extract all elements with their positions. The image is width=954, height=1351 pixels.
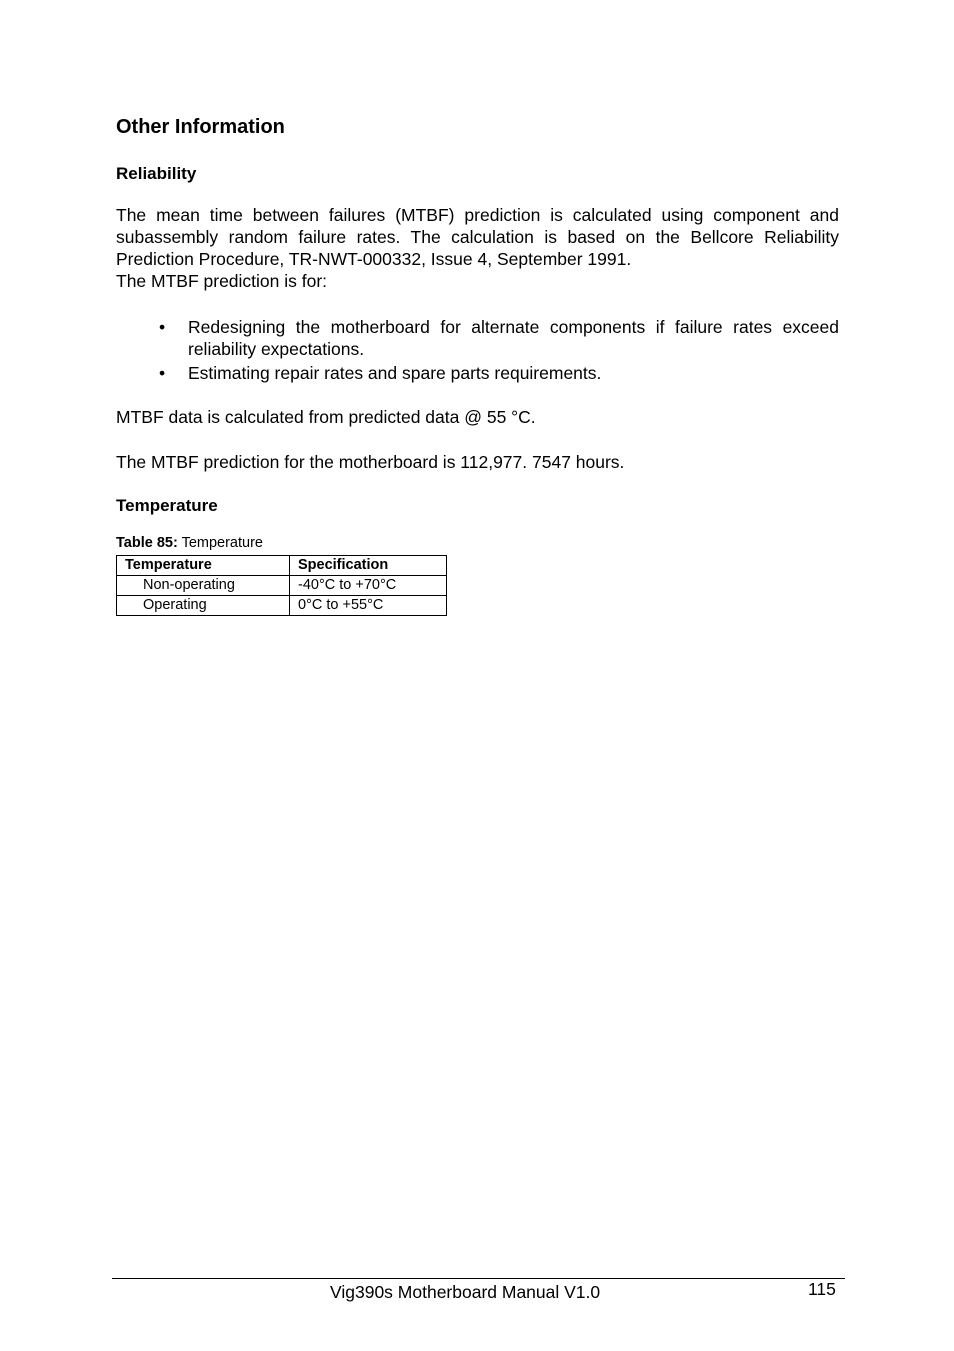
reliability-heading: Reliability bbox=[116, 164, 197, 183]
temperature-heading: Temperature bbox=[116, 496, 218, 515]
table-cell: 0°C to +55°C bbox=[290, 596, 447, 616]
bullet-icon: • bbox=[159, 363, 166, 383]
table-caption bbox=[116, 535, 263, 551]
column-header-specification: Specification bbox=[290, 556, 447, 576]
list-item: • Estimating repair rates and spare parts requirements. bbox=[159, 363, 602, 383]
bullet-icon: • bbox=[159, 317, 166, 337]
table-cell: -40°C to +70°C bbox=[290, 576, 447, 596]
list-item: • Redesigning the motherboard for alternate components if failure rates exceed reliability expectations. bbox=[159, 317, 839, 359]
footer-title: Vig390s Motherboard Manual V1.0 bbox=[330, 1282, 601, 1302]
mtbf-purpose-intro: The MTBF prediction is for: bbox=[116, 271, 328, 291]
table-row bbox=[117, 596, 447, 616]
mtbf-data-note: MTBF data is calculated from predicted data @ 55 °C. bbox=[116, 407, 536, 427]
table-cell: Operating bbox=[117, 596, 290, 616]
table-row bbox=[117, 576, 447, 596]
reliability-paragraph: The mean time between failures (MTBF) prediction is calculated using component and subassembly random failure rates. The calculation is based on the Bellcore Reliability Prediction Procedure, TR-NWT-000332, Issue 4, September 1991. bbox=[116, 205, 839, 269]
footer-divider bbox=[112, 1278, 845, 1279]
mtbf-prediction: The MTBF prediction for the motherboard is 112,977. 7547 hours. bbox=[116, 452, 625, 472]
column-header-temperature: Temperature bbox=[117, 556, 290, 576]
page-heading: Other Information bbox=[116, 116, 285, 138]
mtbf-purpose-list bbox=[116, 316, 839, 386]
page-number: 115 bbox=[808, 1279, 836, 1299]
table-caption-label: Table 85: bbox=[116, 535, 178, 551]
temperature-table bbox=[116, 555, 447, 616]
table-caption-text: Temperature bbox=[181, 535, 263, 551]
table-header-row bbox=[117, 556, 447, 576]
table-cell: Non-operating bbox=[117, 576, 290, 596]
